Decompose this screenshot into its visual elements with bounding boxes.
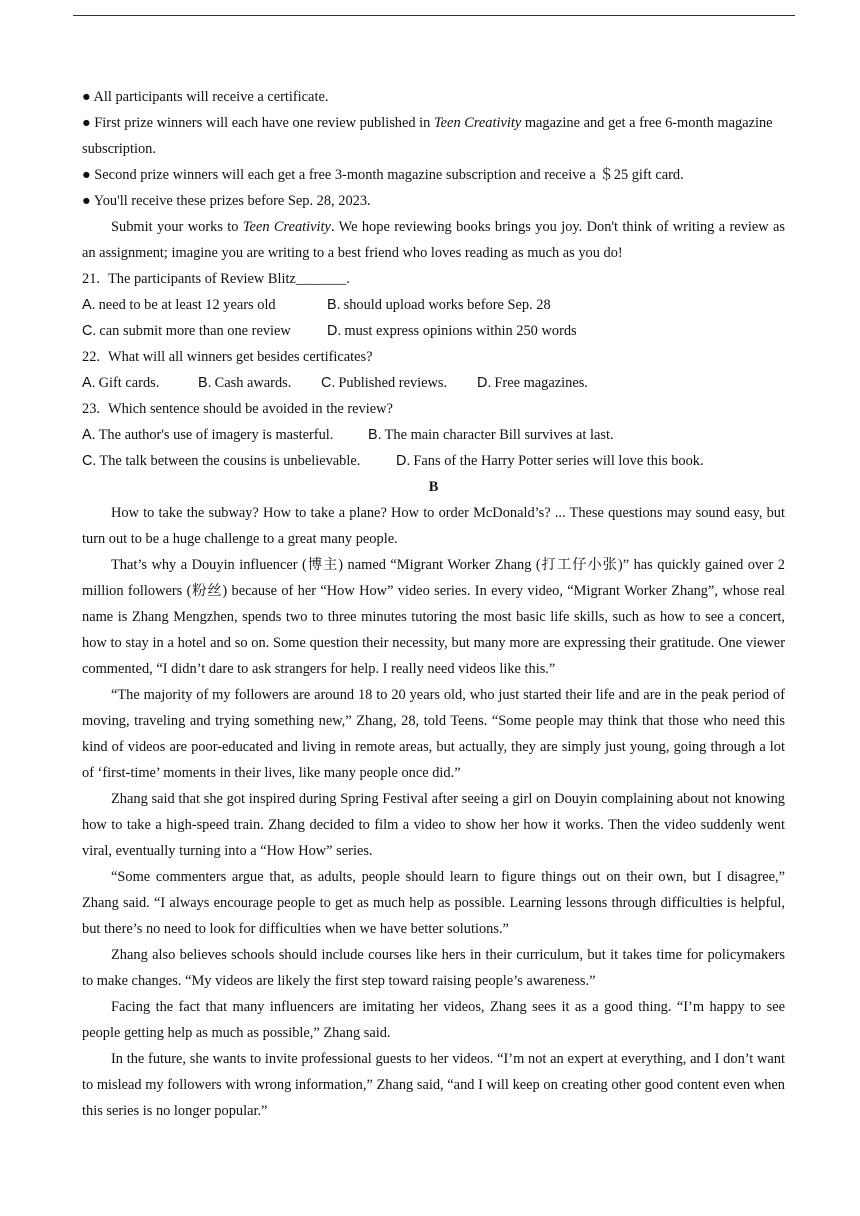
option-d[interactable] (396, 448, 704, 474)
option-letter: B. (368, 427, 382, 443)
prize-bullet-3 (82, 162, 785, 188)
submit-paragraph (82, 214, 785, 266)
passage-paragraph: In the future, she wants to invite professional guests to her videos. “I’m not an expert at everything, and I don’t want to mislead my followers with wrong information,” Zhang said, “and I will keep on creating other good content even when this series is no longer popular.” (82, 1051, 785, 1119)
bullet-text: ● All participants will receive a certificate. (82, 89, 329, 105)
bullet-text: ● Second prize winners will each get a free 3-month magazine subscription and receive a ＄25 gift card. (82, 167, 684, 183)
option-letter: B. (198, 375, 212, 391)
option-a[interactable] (82, 422, 368, 448)
option-b[interactable] (368, 422, 614, 448)
option-text: can submit more than one review (99, 323, 291, 339)
option-letter: C. (321, 375, 336, 391)
section-heading: B (428, 479, 439, 495)
question-number: 23. (82, 401, 100, 417)
passage-paragraph: “The majority of my followers are around 18 to 20 years old, who just started their life and are in the peak period of moving, traveling and trying something new,” Zhang, 28, told Teens. “Some people may think that those who need this kind of videos are poor-educated and living in remote areas, but actually, they are simply just young, going through a lot of ‘first-time’ moments in their lives, like many people once did.” (82, 687, 785, 781)
option-letter: D. (327, 323, 342, 339)
question-22 (82, 344, 785, 396)
question-stem (82, 396, 785, 422)
option-text: Free magazines. (494, 375, 588, 391)
option-letter: A. (82, 375, 96, 391)
prize-bullet-4 (82, 188, 785, 214)
option-row (82, 448, 785, 474)
option-letter: C. (82, 323, 97, 339)
option-text: should upload works before Sep. 28 (343, 297, 551, 313)
question-number: 21. (82, 271, 100, 287)
passage-paragraph: That’s why a Douyin influencer (博主) named “Migrant Worker Zhang (打工仔小张)” has quickly gained over 2 million followers (粉丝) because of her “How How” video series. In every video, “Migrant Worker Zhang”, whose real name is Zhang Mengzhen, spends two to three minutes tutoring the most basic life skills, such as how to see a concert, how to stay in a hotel and so on. Some question their necessity, but many more are expressing their gratitude. One viewer commented, “I didn’t dare to ask strangers for help. I really need videos like this.” (82, 557, 785, 677)
option-letter: B. (327, 297, 341, 313)
passage-paragraph: Facing the fact that many influencers are imitating her videos, Zhang sees it as a good thing. “I’m happy to see people getting help as much as possible,” Zhang said. (82, 999, 785, 1041)
prize-list (82, 84, 785, 214)
option-row (82, 318, 785, 344)
option-letter: C. (82, 453, 97, 469)
passage-paragraph: Zhang said that she got inspired during Spring Festival after seeing a girl on Douyin complaining about not knowing how to take a high-speed train. Zhang decided to film a video to show her how it works. Then the video suddenly went viral, eventually turning into a “How How” series. (82, 791, 785, 859)
magazine-title: Teen Creativity (433, 115, 522, 131)
option-row (82, 292, 785, 318)
option-text: Gift cards. (98, 375, 160, 391)
question-text: What will all winners get besides certificates? (108, 349, 373, 365)
option-text: The main character Bill survives at last. (384, 427, 614, 443)
prize-bullet-1 (82, 84, 785, 110)
option-a[interactable] (82, 370, 198, 396)
bullet-text: ● First prize winners will each have one review published in (82, 115, 434, 131)
option-text: The author's use of imagery is masterful. (98, 427, 334, 443)
page-content (82, 84, 785, 1124)
option-row (82, 422, 785, 448)
paragraph-text: Submit your works to (111, 219, 243, 235)
option-c[interactable] (321, 370, 477, 396)
question-text: The participants of Review Blitz_______. (108, 271, 350, 287)
option-d[interactable] (327, 318, 577, 344)
option-text: The talk between the cousins is unbelievable. (99, 453, 361, 469)
option-letter: D. (396, 453, 411, 469)
passage-paragraph: Zhang also believes schools should include courses like hers in their curriculum, but it takes time for policymakers to make changes. “My videos are likely the first step toward raising people’s awareness.” (82, 947, 785, 989)
option-text: Cash awards. (214, 375, 292, 391)
question-23 (82, 396, 785, 474)
option-text: Fans of the Harry Potter series will love this book. (413, 453, 704, 469)
option-c[interactable] (82, 318, 327, 344)
question-21 (82, 266, 785, 344)
paragraph-text: . We hope reviewing books brings you joy. Don't think of writing a review as an assignment; imagine you are writing to a best friend who loves reading as much as you do! (82, 219, 786, 261)
option-text: must express opinions within 250 words (344, 323, 577, 339)
option-text: Published reviews. (338, 375, 448, 391)
option-row (82, 370, 785, 396)
question-number: 22. (82, 349, 100, 365)
option-b[interactable] (198, 370, 321, 396)
magazine-title: Teen Creativity (242, 219, 331, 235)
option-letter: D. (477, 375, 492, 391)
passage-paragraph: “Some commenters argue that, as adults, people should learn to figure things out on their own, but I disagree,” Zhang said. “I always encourage people to get as much help as possible. Learning lessons through difficulties is helpful, but there’s no need to look for difficulties when we have better solutions.” (82, 869, 785, 937)
prize-bullet-2 (82, 110, 785, 162)
question-stem (82, 344, 785, 370)
passage-paragraph: How to take the subway? How to take a plane? How to order McDonald’s? ... These questions may sound easy, but turn out to be a huge challenge to a great many people. (82, 505, 785, 547)
option-a[interactable] (82, 292, 327, 318)
option-text: need to be at least 12 years old (98, 297, 276, 313)
option-d[interactable] (477, 370, 588, 396)
bullet-text: ● You'll receive these prizes before Sep. 28, 2023. (82, 193, 371, 209)
bullet-text: magazine and get a free 6-month magazine subscription. (82, 115, 773, 157)
option-letter: A. (82, 297, 96, 313)
option-c[interactable] (82, 448, 396, 474)
passage-b (82, 500, 785, 1124)
header-rule (73, 15, 795, 16)
option-b[interactable] (327, 292, 551, 318)
question-stem (82, 266, 785, 292)
question-text: Which sentence should be avoided in the review? (108, 401, 393, 417)
option-letter: A. (82, 427, 96, 443)
